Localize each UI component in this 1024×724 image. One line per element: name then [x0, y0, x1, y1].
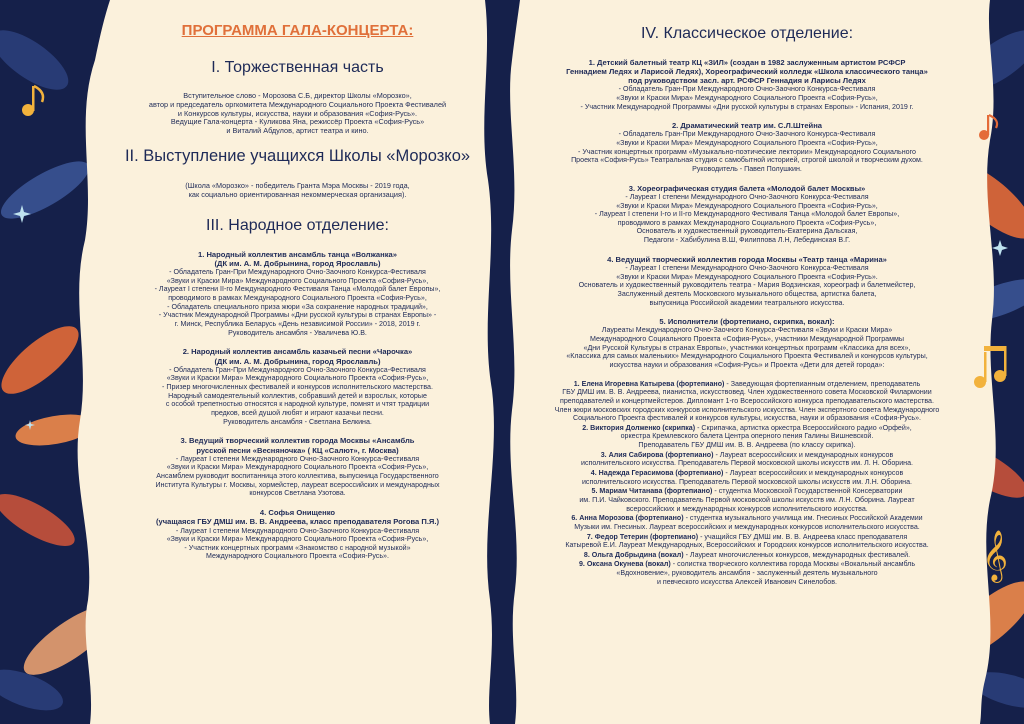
right-column — [522, 0, 972, 724]
text-line: Преподаватель ГБУ ДМШ им. В. В. Андреева (по классу скрипка). — [638, 441, 856, 450]
text-line: Ансамблем руководит воспитанница этого коллектива, выпускница Государственного — [156, 472, 439, 481]
program-item — [522, 255, 972, 307]
program-item — [105, 347, 490, 426]
performer-entry — [522, 380, 972, 423]
text-line: «Звуки и Краски Мира» Международного Социального Проекта «София-Русь». — [616, 272, 878, 281]
section-1-text — [105, 92, 490, 136]
text-line: «Звуки и Краски Мира» Международного Социального Проекта «София-Русь», — [616, 93, 878, 102]
item-title: 2. Драматический театр им. С.Л.Штейна — [671, 121, 823, 131]
performer-name: 5. Мариам Читанава (фортепиано) — [591, 487, 713, 496]
program-item — [522, 317, 972, 369]
section-3-title: III. Народное отделение: — [206, 217, 389, 235]
item-title: 3. Хореографическая студия балета «Молодой балет Москвы» — [628, 183, 866, 193]
text-line: исполнительского искусства. Преподаватель Первой московской школы искусств им. Л.Н. Оборина. — [581, 477, 913, 486]
text-line: «Дни Русской Культуры в странах Европы», участники концертных программ «Классика для всех», — [583, 343, 911, 352]
text-line: - Участник Международной Программы «Дни русской культуры в странах Европы» - — [158, 311, 437, 320]
text-line: предков, всей душой любят и играют казачьи песни. — [211, 409, 384, 418]
section-2-text — [105, 182, 490, 200]
text-line: Основатель и художественный руководитель театра - Мария Водзинская, хореограф и балетмейстер, — [578, 281, 916, 290]
performer-name: 6. Анна Морозова (фортепиано) — [571, 514, 684, 523]
text-line: преподавателей и концертмейстеров. Дипломант 1-го Всероссийского конкурса преподавательского мастерства. — [560, 396, 934, 405]
text-line: Института Культуры г. Москвы, хормейстер, лауреат всероссийских и международных — [155, 480, 440, 489]
treble-clef-icon — [982, 530, 1008, 583]
item-title: 1. Детский балетный театр КЦ «ЗИЛ» (создан в 1982 заслуженным артистом РСФСР — [588, 57, 906, 67]
text-line: Международного Социального Проекта «София-Русь». — [206, 552, 389, 561]
program-item — [105, 250, 490, 338]
item-title: русской песни «Весняночка» ( КЦ «Салют», г. Москва) — [196, 445, 399, 455]
text-line: ГБУ ДМШ им. В. В. Андреева, пианистка, искусствовед. Член художественного совета Московской Филармонии — [562, 388, 932, 397]
item-title: 1. Народный коллектив ансамбль танца «Волжанка» — [198, 249, 397, 259]
text-line: конкурсов Светлана Узотова. — [249, 489, 346, 498]
program-title: ПРОГРАММА ГАЛА-КОНЦЕРТА: — [181, 22, 414, 39]
item-title: 2. Народный коллектив ансамбль казачьей песни «Чарочка» — [182, 347, 413, 357]
text-line: - Обладатель Гран-При Международного Очно-Заочного Конкурса-Фестиваля — [169, 268, 426, 277]
text-line: искусства науки и образования «София-Русь» и Проекта «Дети для детей города»: — [609, 361, 885, 369]
text-line: и певческого искусства Алексей Иванович Синелобов. — [657, 577, 837, 586]
item-title: 5. Исполнители (фортепиано, скрипка, вокал): — [659, 317, 835, 327]
item-title: Геннадием Ледях и Ларисой Ледях), Хореографический колледж «Школа классического танца» — [566, 66, 928, 76]
text-line: - Лауреат I степени Международного Очно-Заочного Конкурса-Фестиваля — [625, 192, 869, 201]
text-line: Член жюри московских городских конкурсов исполнительского искусства. Член экспертного совета Международного — [554, 405, 940, 414]
performer-entry — [522, 469, 972, 486]
text-line: Проекта «София-Русь» Театральная студия с самобытной историей, строгой школой и творческим духом. — [571, 156, 923, 165]
text-line: Международного Социального Проекта «София-Русь», участники Международной Программы — [590, 335, 904, 344]
text-line: (Школа «Морозко» - победитель Гранта Мэра Москвы - 2019 года, — [185, 181, 410, 191]
text-line: «Звуки и Краски Мира» Международного Социального Проекта «София-Русь», — [166, 276, 429, 285]
program-item — [522, 58, 972, 112]
text-line: - Призер многочисленных фестивалей и конкурсов исполнительского мастерства. — [162, 383, 433, 392]
text-line: - Участник концертных программ «Знакомство с народной музыкой» — [184, 543, 411, 552]
text-line: «Классика для самых маленьких» Международного Социального Проекта Фестивалей и конкурсов культуры, — [566, 352, 928, 361]
text-line: исполнительского искусства. Преподаватель Первой московской школы искусств им. Л. Н. Оборина. — [580, 459, 914, 468]
text-line: - Скрипачка, артистка оркестра Всероссийского радио «Орфей», — [697, 423, 912, 432]
text-line: оркестра Кремлевского балета Центра оперного пения Галины Вишневской. — [620, 432, 874, 441]
text-line: «Вдохновение», руководитель ансамбля - заслуженный деятель музыкального — [616, 569, 878, 578]
performer-name: 9. Оксана Окунева (вокал) — [578, 560, 671, 569]
section-4-title: IV. Классическое отделение: — [640, 25, 854, 42]
text-line: - студентка музыкального училища им. Гнесиных Российской Академии — [685, 514, 923, 523]
text-line: Руководитель - Павел Полушкин. — [692, 165, 802, 173]
text-line: Народный самодеятельный коллектив, собравший детей и взрослых, которые — [168, 391, 427, 400]
text-line: им. П.И. Чайковского. Преподаватель Первой московской школы искусств им. Л.Н. Оборина. Лауреат — [579, 495, 915, 504]
left-column — [105, 0, 490, 724]
performer-name: 7. Федор Тетерин (фортепиано) — [586, 532, 699, 541]
text-line: Катыревой Е.И. Лауреат Международных, Всероссийских и Городских конкурсов исполнительского искусства. — [565, 541, 929, 550]
text-line: Социального Проекта фестивалей и конкурсов культуры, искусства, науки и образования «София-Русь». — [572, 414, 921, 423]
performer-name: 8. Ольга Добрыдина (вокал) — [583, 550, 684, 559]
text-line: «Звуки и Краски Мира» Международного Социального Проекта «София-Русь», — [166, 535, 429, 544]
performer-entry — [522, 514, 972, 531]
text-line: Руководитель ансамбля - Светлана Белкина. — [223, 417, 372, 426]
item-title: 4. Софья Онищенко — [259, 508, 336, 517]
performer-entry — [522, 451, 972, 468]
text-line: - Лауреат всероссийских и международных конкурсов — [715, 450, 894, 459]
program-item — [522, 121, 972, 173]
text-line: с особой трепетностью относятся к народной культуре, помнят и чтят традиции — [165, 400, 430, 409]
text-line: - Лауреат I степени Международного Очно-Заочного Конкурса-Фестиваля — [625, 263, 869, 272]
performers-list — [522, 380, 972, 587]
text-line: проводимого в рамках Международного Социального Проекта «София-Русь», — [617, 218, 877, 227]
item-title: (учащаяся ГБУ ДМШ им. В. В. Андреева, класс преподавателя Рогова П.Я.) — [155, 517, 440, 527]
text-line: - Лауреат многочисленных конкурсов, международных фестивалей. — [685, 550, 911, 559]
text-line: - Лауреат I степени II-го Международного Фестиваля Танца «Молодой балет Европы», — [154, 285, 441, 294]
text-line: Лауреаты Международного Очно-Заочного Конкурса-Фестиваля «Звуки и Краски Мира» — [601, 326, 893, 335]
program-item — [105, 436, 490, 498]
text-line: всероссийских и международных конкурсов исполнительского искусства. — [626, 504, 868, 513]
performer-entry — [522, 560, 972, 586]
performer-entry — [522, 533, 972, 550]
text-line: - Обладатель Гран-При Международного Очно-Заочного Конкурса-Фестиваля — [169, 365, 426, 374]
text-line: «Звуки и Краски Мира» Международного Социального Проекта «София-Русь», — [166, 463, 429, 472]
item-title: (ДК им. А. М. Добрынина, город Ярославль) — [214, 258, 381, 268]
text-line: выпускница Российской академии театрального искусства. — [649, 298, 845, 307]
text-line: - Лауреат I степени Международного Очно-Заочного Конкурса-Фестиваля — [175, 454, 420, 463]
text-line: - Обладатель специального приза жюри «За сохранение народных традиций», — [167, 302, 428, 311]
svg-text:𝄞: 𝄞 — [982, 530, 1009, 581]
text-line: Педагоги - Хабибулина В.Ш, Филиппова Л.Н, Лебединская В.Г. — [643, 236, 851, 245]
text-line: Руководитель ансамбля - Уваличева Ю.В. — [228, 328, 367, 337]
text-line: - Обладатель Гран-При Международного Очно-Заочного Конкурса-Фестиваля — [618, 85, 876, 94]
text-line: проводимого в рамках Международного Социального Проекта «София-Русь», — [168, 294, 427, 303]
text-line: «Звуки и Краски Мира» Международного Социального Проекта «София-Русь», — [166, 374, 429, 383]
program-item — [522, 184, 972, 245]
program-item — [105, 508, 490, 561]
item-title: 3. Ведущий творческий коллектив города Москвы «Ансамбль — [180, 436, 415, 446]
text-line: - Участник концертных программ «Музыкально-поэтические лектории» Международного Социального — [578, 147, 916, 156]
text-line: Вступительное слово - Морозова С.Б, директор Школы «Морозко», — [183, 90, 412, 100]
text-line: Ведущие Гала-концерта - Куликова Яна, режиссёр Проекта «София-Русь» — [170, 117, 425, 127]
text-line: - Заведующая фортепианным отделением, преподаватель — [726, 379, 921, 388]
text-line: и Виталий Абдулов, артист театра и кино. — [226, 126, 369, 136]
text-line: Заслуженный деятель Московского музыкального общества, артистка балета, — [617, 289, 877, 298]
text-line: - Лауреат всероссийских и международных конкурсов — [725, 469, 904, 478]
performer-entry — [522, 551, 972, 560]
item-title: под руководством засл. арт. РСФСР Геннадия и Ларисы Ледях — [628, 76, 866, 86]
text-line: - Лауреат I степени Международного Очно-Заочного Конкурса-Фестиваля — [175, 526, 420, 535]
text-line: Музыки им. Гнесиных. Лауреат всероссийских и международных конкурсов исполнительского искусства. — [574, 522, 920, 531]
text-line: - солистка творческого коллектива города Москвы «Вокальный ансамбль — [672, 560, 916, 569]
text-line: как социально ориентированная некоммерческая организация). — [188, 190, 407, 200]
text-line: «Звуки и Краски Мира» Международного Социального Проекта «София-Русь», — [616, 139, 878, 148]
performer-name: 2. Виктория Долженко (скрипка) — [582, 423, 696, 432]
text-line: автор и председатель оргкомитета Международного Социального Проекта Фестивалей — [148, 99, 447, 109]
text-line: Основатель и художественный руководитель-Екатерина Дальская, — [636, 227, 858, 236]
item-title: (ДК им. А. М. Добрынина, город Ярославль) — [214, 356, 381, 366]
text-line: - Лауреат I степени I-го и II-го Международного Фестиваля Танца «Молодой балет Европы», — [594, 210, 900, 219]
text-line: г. Минск, Республика Беларусь «День независимой России» - 2018, 2019 г. — [174, 320, 421, 329]
performer-entry — [522, 424, 972, 450]
section-1-title: I. Торжественная часть — [211, 59, 384, 77]
performer-name: 3. Алия Сабирова (фортепиано) — [600, 450, 714, 459]
section-2-title: II. Выступление учащихся Школы «Морозко» — [124, 147, 471, 166]
text-line: - студентка Московской Государственной Консерватории — [714, 487, 903, 496]
performer-name: 4. Надежда Герасимова (фортепиано) — [590, 469, 724, 478]
text-line: - Участник Международной Программы «Дни русской культуры в странах Европы» - Испания, 2019 г. — [580, 102, 914, 111]
text-line: «Звуки и Краски Мира» Международного Социального Проекта «София-Русь», — [616, 201, 878, 210]
performer-name: 1. Елена Игоревна Катырева (фортепиано) — [573, 379, 725, 388]
item-title: 4. Ведущий творческий коллектив города Москвы «Театр танца «Марина» — [607, 254, 887, 264]
text-line: и Конкурсов культуры, искусства, науки и образования «София-Русь». — [177, 108, 418, 118]
performer-entry — [522, 487, 972, 513]
text-line: - учащийся ГБУ ДМШ им. В. В. Андреева класс преподавателя — [700, 532, 908, 541]
text-line: - Обладатель Гран-При Международного Очно-Заочного Конкурса-Фестиваля — [618, 130, 876, 139]
